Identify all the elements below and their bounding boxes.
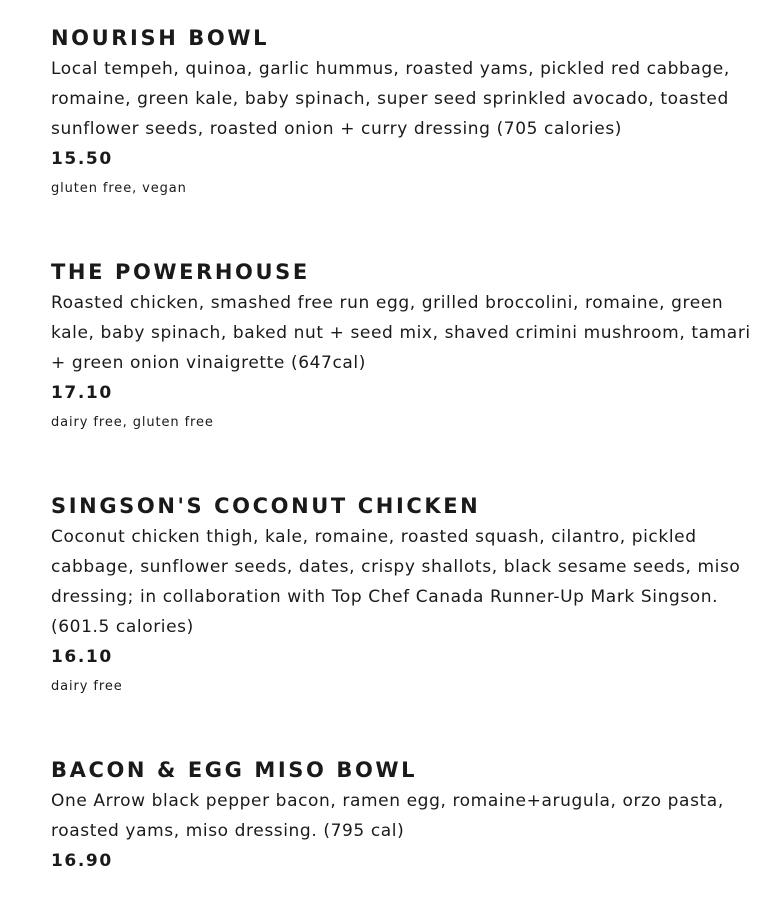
menu-item-title: NOURISH BOWL [51, 26, 270, 50]
menu-item-dietary-tags: dairy free [51, 679, 123, 694]
menu-item-description [51, 522, 751, 642]
menu-item-price: 17.10 [51, 383, 113, 403]
description-line: Local tempeh, quinoa, garlic hummus, roasted yams, pickled red cabbage, [51, 59, 730, 79]
description-line: + green onion vinaigrette (647cal) [51, 353, 366, 373]
menu-item-price: 15.50 [51, 149, 113, 169]
menu-item-price: 16.90 [51, 851, 113, 871]
item-spacer [51, 204, 751, 256]
description-line: dressing; in collaboration with Top Chef Canada Runner-Up Mark Singson. [51, 587, 719, 607]
description-line: Roasted chicken, smashed free run egg, grilled broccolini, romaine, green [51, 293, 724, 313]
description-line: roasted yams, miso dressing. (795 cal) [51, 821, 405, 841]
menu-item-dietary-tags: gluten free, vegan [51, 181, 187, 196]
menu-item-title: SINGSON'S COCONUT CHICKEN [51, 494, 481, 518]
item-spacer [51, 438, 751, 490]
item-spacer [51, 702, 751, 754]
description-line: (601.5 calories) [51, 617, 194, 637]
menu-item-price: 16.10 [51, 647, 113, 667]
description-line: sunflower seeds, roasted onion + curry dressing (705 calories) [51, 119, 623, 139]
menu-item-bacon-egg-miso-bowl [51, 754, 751, 876]
menu-item-the-powerhouse [51, 256, 751, 438]
menu-item-nourish-bowl [51, 22, 751, 204]
menu-item-description [51, 54, 751, 144]
description-line: romaine, green kale, baby spinach, super seed sprinkled avocado, toasted [51, 89, 729, 109]
description-line: Coconut chicken thigh, kale, romaine, roasted squash, cilantro, pickled [51, 527, 697, 547]
menu-item-dietary-tags: dairy free, gluten free [51, 415, 214, 430]
description-line: One Arrow black pepper bacon, ramen egg, romaine+arugula, orzo pasta, [51, 791, 724, 811]
description-line: cabbage, sunflower seeds, dates, crispy shallots, black sesame seeds, miso [51, 557, 741, 577]
menu-item-description [51, 288, 751, 378]
menu-item-title: BACON & EGG MISO BOWL [51, 758, 418, 782]
description-line: kale, baby spinach, baked nut + seed mix, shaved crimini mushroom, tamari [51, 323, 751, 343]
menu-item-title: THE POWERHOUSE [51, 260, 310, 284]
menu-item-singsons-coconut-chicken [51, 490, 751, 702]
menu-item-description [51, 786, 751, 846]
